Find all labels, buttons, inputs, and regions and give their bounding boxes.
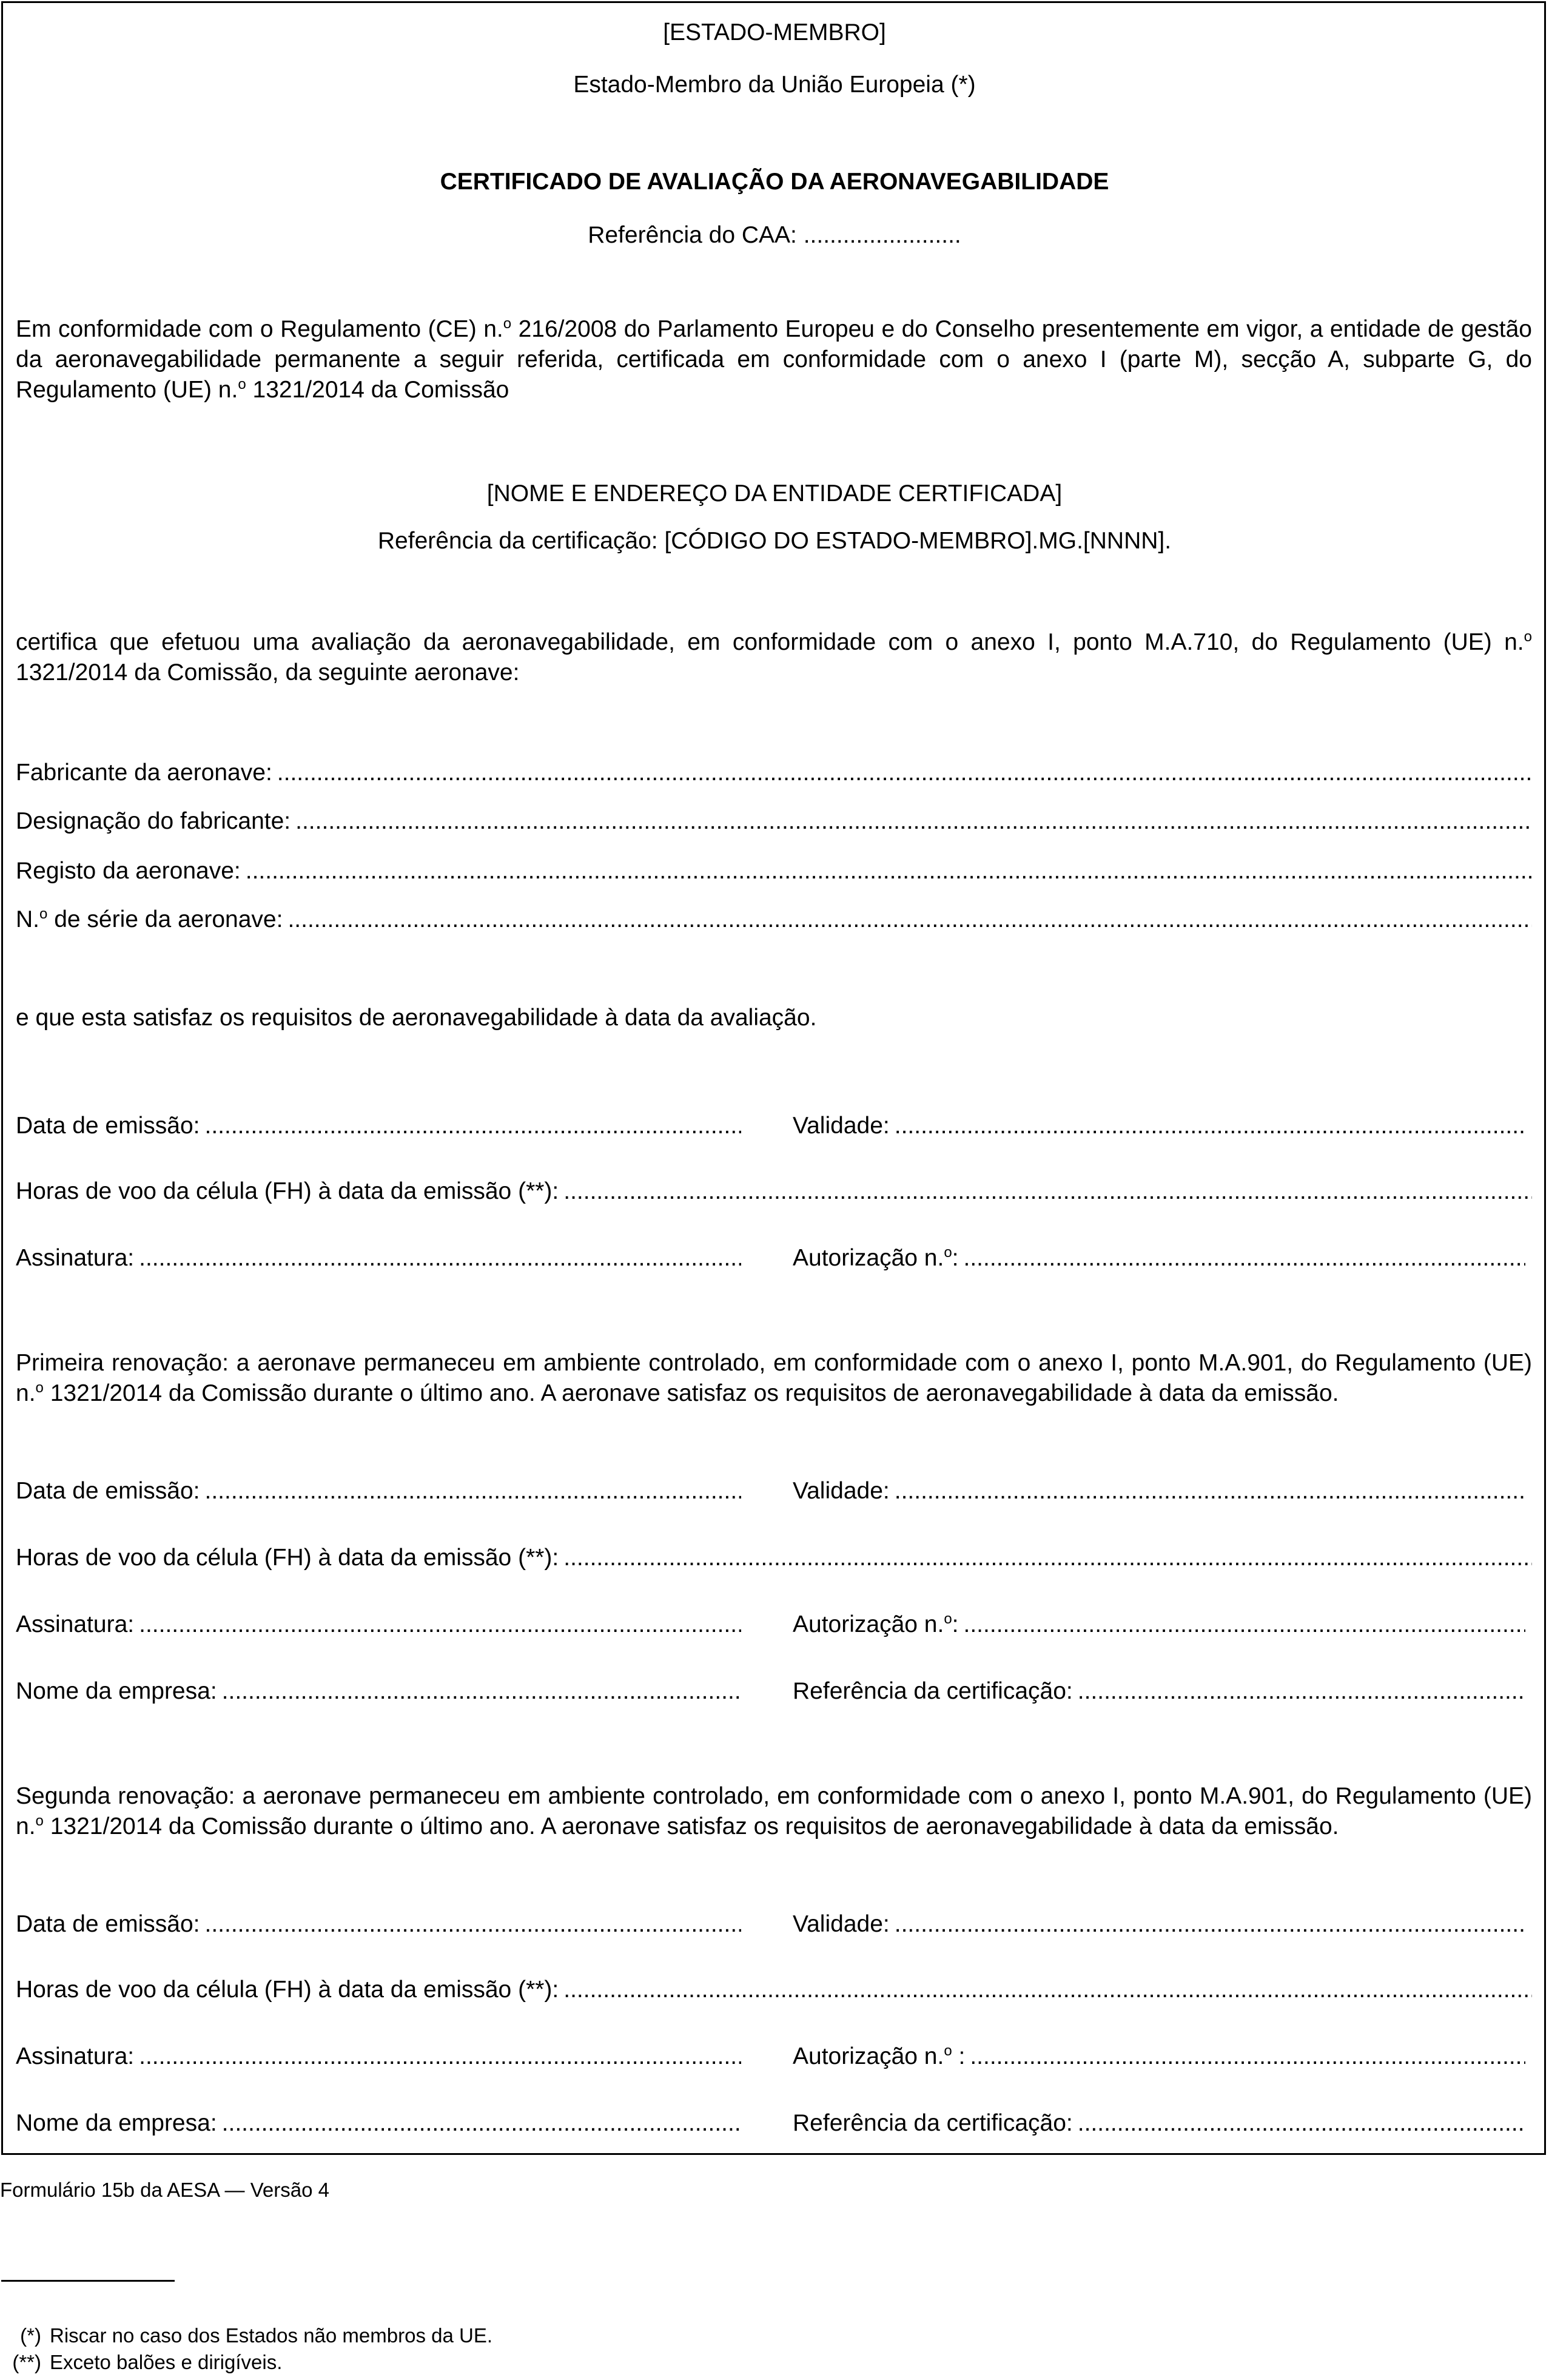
second-renewal-validity-field[interactable]	[793, 1909, 1525, 1940]
entity-name-address: [NOME E ENDEREÇO DA ENTIDADE CERTIFICADA]	[486, 480, 1063, 507]
signature-field[interactable]	[16, 1242, 741, 1274]
entity-certification-reference: Referência da certificação: [CÓDIGO DO ESTADO-MEMBRO].MG.[NNNN].	[377, 528, 1172, 554]
first-renewal-validity-field[interactable]	[793, 1475, 1525, 1507]
validity-field[interactable]	[793, 1110, 1525, 1142]
fill-line	[205, 1475, 742, 1507]
fill-line	[222, 2108, 741, 2139]
fill-line	[222, 1676, 741, 1707]
fill-line	[563, 1974, 1532, 2006]
authorization-number-label: Autorização n.$^o$:	[793, 1611, 959, 1637]
issue-date-label: Data de emissão:	[16, 1478, 200, 1504]
aircraft-manufacturer-field[interactable]	[16, 757, 1532, 789]
second-renewal-authorization-field[interactable]	[793, 2041, 1525, 2072]
signature-label: Assinatura:	[16, 1245, 135, 1271]
flight-hours-label: Horas de voo da célula (FH) à data da emissão (**):	[16, 1977, 559, 2003]
first-renewal-certification-reference-field[interactable]	[793, 1676, 1525, 1707]
certification-reference-label: Referência da certificação:	[793, 1678, 1073, 1704]
form-identifier: Formulário 15b da AESA — Versão 4	[0, 2179, 329, 2201]
flight-hours-field[interactable]	[16, 1176, 1532, 1207]
fill-line	[964, 1242, 1525, 1274]
fill-line	[139, 1609, 741, 1640]
manufacturer-designation-field[interactable]	[16, 806, 1532, 837]
fill-line	[964, 1609, 1525, 1640]
second-renewal-signature-field[interactable]	[16, 2041, 741, 2072]
fill-line	[895, 1909, 1525, 1940]
authorization-number-field[interactable]	[793, 1242, 1525, 1274]
first-renewal-company-name-field[interactable]	[16, 1676, 741, 1707]
fill-line	[205, 1110, 742, 1142]
footnote-1	[0, 2324, 492, 2348]
fill-line	[295, 806, 1532, 837]
validity-label: Validade:	[793, 1478, 890, 1504]
issue-date-label: Data de emissão:	[16, 1113, 200, 1139]
second-renewal-issue-date-field[interactable]	[16, 1909, 741, 1940]
fill-line	[563, 1176, 1532, 1207]
company-name-label: Nome da empresa:	[16, 2110, 217, 2136]
authorization-number-label: Autorização n.$^o$ :	[793, 2043, 966, 2069]
first-renewal-issue-date-field[interactable]	[16, 1475, 741, 1507]
flight-hours-label: Horas de voo da célula (FH) à data da emissão (**):	[16, 1545, 559, 1571]
issue-date-field[interactable]	[16, 1110, 741, 1142]
fill-line	[205, 1909, 742, 1940]
second-renewal-paragraph: Segunda renovação: a aeronave permaneceu em ambiente controlado, em conformidade com o anexo I, ponto M.A.901, do Regulamento (UE) n.$^o$ 1321/2014 da Comissão durante o último ano. A aeronave satisfaz os requisitos de aeronavegabilidade à data da emissão.	[16, 1783, 1532, 1839]
first-renewal-paragraph: Primeira renovação: a aeronave permaneceu em ambiente controlado, em conformidade com o anexo I, ponto M.A.901, do Regulamento (UE) n.$^o$ 1321/2014 da Comissão durante o último ano. A aeronave satisfaz os requisitos de aeronavegabilidade à data da emissão.	[16, 1350, 1532, 1406]
first-renewal-authorization-field[interactable]	[793, 1609, 1525, 1640]
flight-hours-label: Horas de voo da célula (FH) à data da emissão (**):	[16, 1178, 559, 1204]
footnote-separator	[1, 2280, 175, 2282]
fill-line	[1078, 1676, 1525, 1707]
member-state-heading: [ESTADO-MEMBRO]	[663, 19, 886, 46]
footnote-2	[0, 2350, 282, 2375]
second-renewal-flight-hours-field[interactable]	[16, 1974, 1532, 2006]
issue-date-label: Data de emissão:	[16, 1911, 200, 1937]
footnote-mark: (*)	[20, 2324, 41, 2347]
fill-line	[970, 2041, 1525, 2072]
company-name-label: Nome da empresa:	[16, 1678, 217, 1704]
certificate-title: CERTIFICADO DE AVALIAÇÃO DA AERONAVEGABILIDADE	[440, 169, 1109, 195]
footnote-text: Riscar no caso dos Estados não membros da UE.	[50, 2324, 493, 2347]
aircraft-manufacturer-label: Fabricante da aeronave:	[16, 760, 272, 786]
fill-line	[246, 855, 1532, 887]
validity-label: Validade:	[793, 1113, 890, 1139]
aircraft-registration-field[interactable]	[16, 855, 1532, 887]
fill-line	[895, 1110, 1525, 1142]
compliance-statement: e que esta satisfaz os requisitos de aeronavegabilidade à data da avaliação.	[16, 1005, 817, 1031]
footnote-text: Exceto balões e dirigíveis.	[50, 2351, 283, 2373]
fill-line	[277, 757, 1532, 789]
fill-line	[139, 2041, 741, 2072]
fill-line	[139, 1242, 741, 1274]
fill-line	[563, 1542, 1532, 1574]
footnote-mark: (**)	[12, 2351, 41, 2373]
caa-reference: Referência do CAA: ........................	[588, 222, 961, 248]
fill-line	[287, 904, 1532, 935]
certifies-paragraph: certifica que efetuou uma avaliação da aeronavegabilidade, em conformidade com o anexo I, ponto M.A.710, do Regulamento (UE) n.$^o$ 1321/2014 da Comissão, da seguinte aeronave:	[16, 629, 1532, 686]
certification-reference-label: Referência da certificação:	[793, 2110, 1073, 2136]
first-renewal-flight-hours-field[interactable]	[16, 1542, 1532, 1574]
first-renewal-signature-field[interactable]	[16, 1609, 741, 1640]
signature-label: Assinatura:	[16, 2043, 135, 2069]
fill-line	[895, 1475, 1525, 1507]
aircraft-serial-label: N.$^o$ de série da aeronave:	[16, 906, 283, 932]
second-renewal-company-name-field[interactable]	[16, 2108, 741, 2139]
aircraft-registration-label: Registo da aeronave:	[16, 858, 241, 884]
manufacturer-designation-label: Designação do fabricante:	[16, 808, 291, 834]
intro-paragraph: Em conformidade com o Regulamento (CE) n.$^o$ 216/2008 do Parlamento Europeu e do Conselho presentemente em vigor, a entidade de gestão da aeronavegabilidade permanente a seguir referida, certificada em conformidade com o anexo I (parte M), secção A, subparte G, do Regulamento (UE) n.$^o$ 1321/2014 da Comissão	[16, 315, 1532, 403]
second-renewal-certification-reference-field[interactable]	[793, 2108, 1525, 2139]
signature-label: Assinatura:	[16, 1611, 135, 1637]
validity-label: Validade:	[793, 1911, 890, 1937]
member-state-subtitle: Estado-Membro da União Europeia (*)	[573, 72, 976, 98]
aircraft-serial-field[interactable]	[16, 904, 1532, 935]
fill-line	[1078, 2108, 1525, 2139]
authorization-number-label: Autorização n.$^o$:	[793, 1244, 959, 1271]
